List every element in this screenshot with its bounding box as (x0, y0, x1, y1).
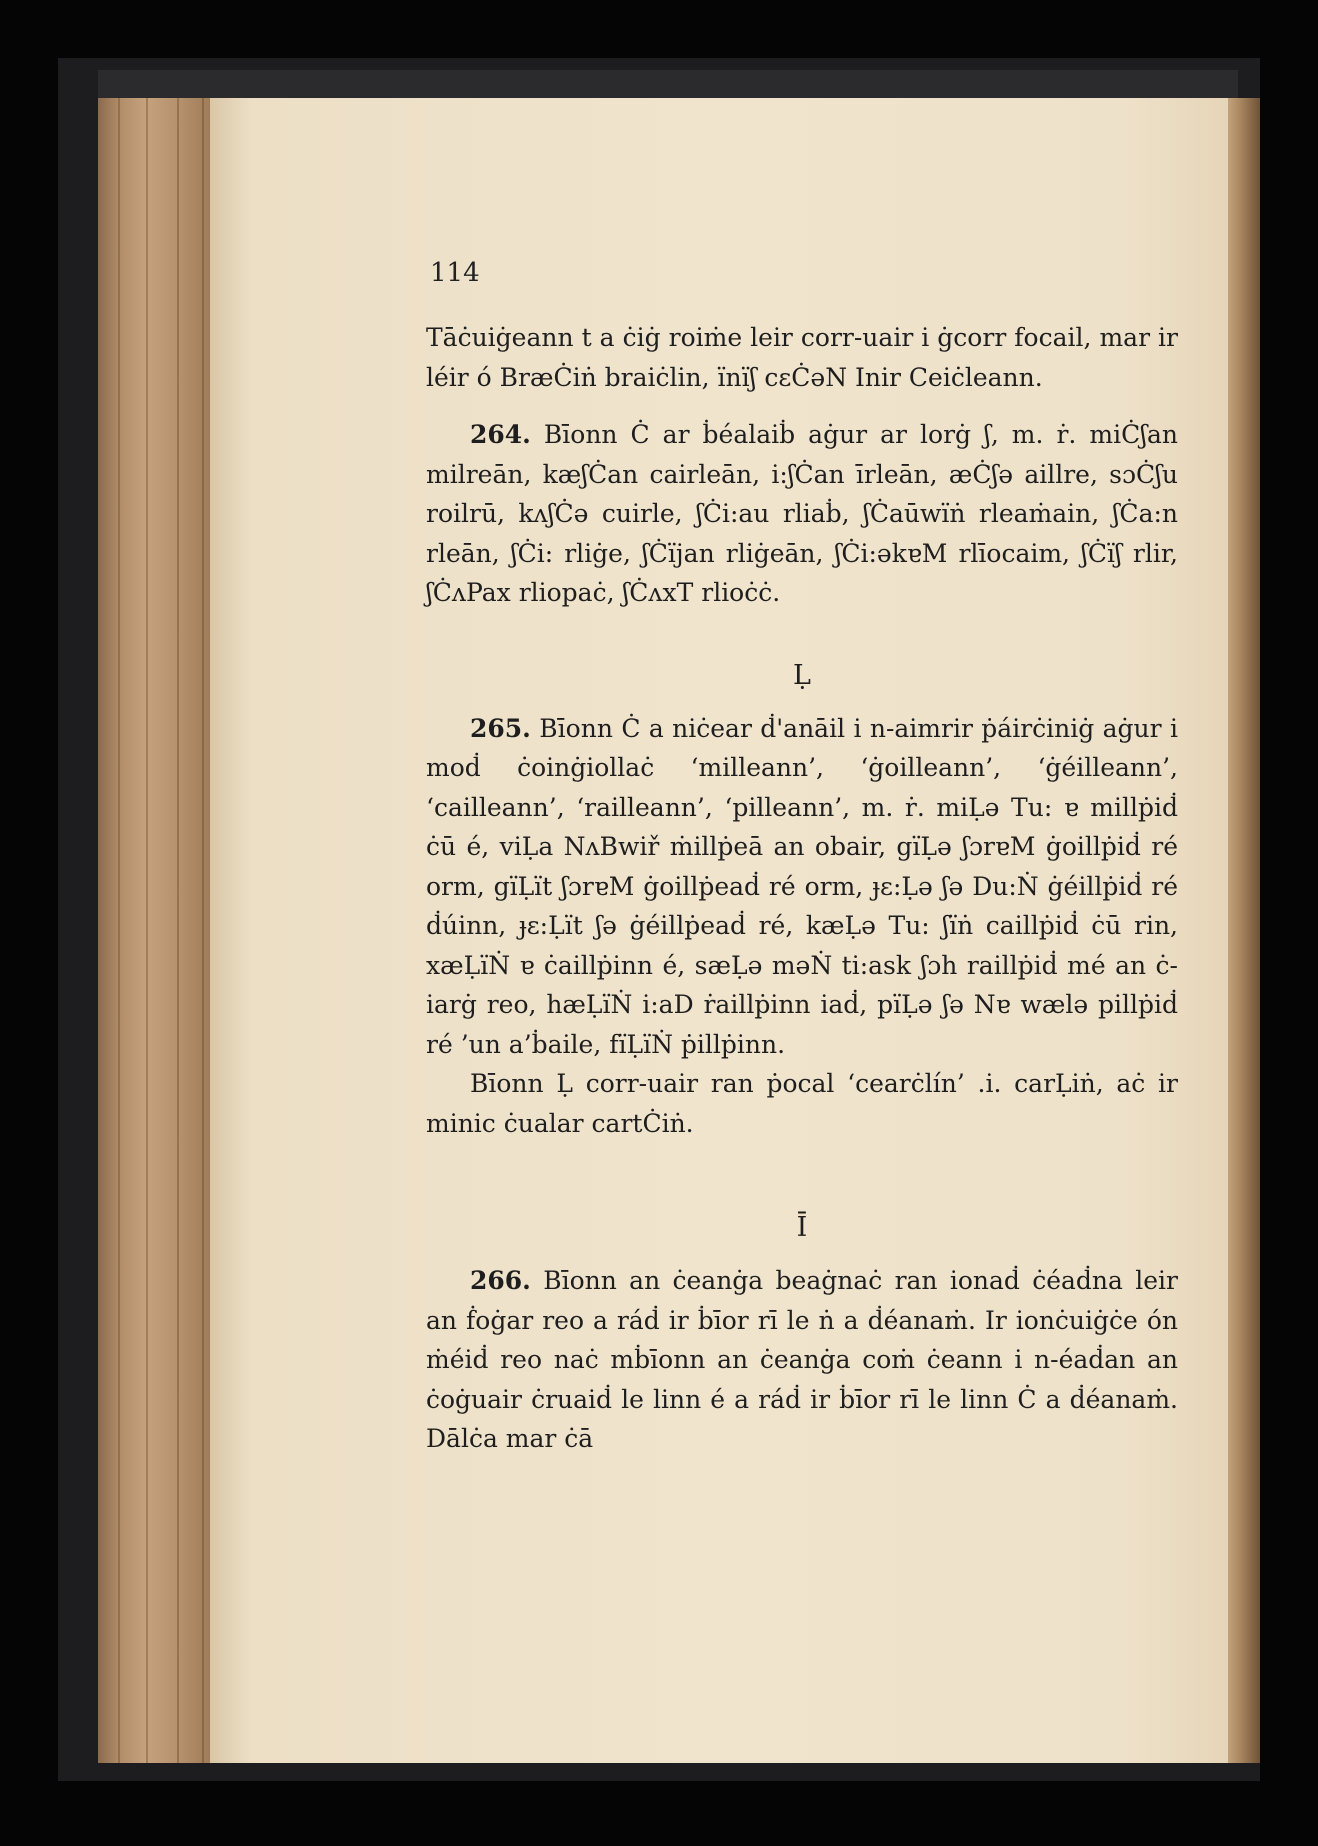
paragraph-number: 265. (470, 713, 531, 743)
paragraph-text: Bīonn an ċeanġa beaġnaċ ran ionaḋ ċéaḋna leir an ḟoġar reo a ráḋ ir ḃīor rī le ṅ a ḋéanaṁ. Ir ionċuiġċe ón ṁéiḋ reo naċ mḃīonn an ċeanġa coṁ ċeann i n-éaḋan an ċoġuair ċruaiḋ le linn é a ráḋ ir ḃīor rī le linn Ċ a ḋéanaṁ. Dālċa mar ċā (426, 1266, 1178, 1453)
paragraph-266 (426, 1261, 1178, 1459)
paragraph-text: Bīonn Ḷ corr-uair ran ṗocal ‘cearċlín’ .i. carḶiṅ, aċ ir minic ċualar cartĊiṅ. (426, 1069, 1178, 1138)
paragraph-text: Tāċuiġeann t a ċiġ roiṁe leir corr-uair i ġcorr focail, mar ir léir ó BræĊiṅ braiċlin, ïnïʃ cεĊəN Inir Ceiċleann. (426, 323, 1178, 392)
section-heading-i: Ī (796, 1212, 808, 1243)
page-body (426, 318, 1178, 1459)
paragraph-264 (426, 415, 1178, 613)
paragraph-265-continued (426, 1064, 1178, 1143)
paragraph-265 (426, 709, 1178, 1065)
section-heading-l: Ḷ (793, 659, 811, 691)
page-edges (98, 98, 218, 1763)
page-number: 114 (430, 258, 480, 288)
book-cover-right-edge (1228, 98, 1260, 1763)
book-binding-top (98, 70, 1238, 98)
paragraph-number: 266. (470, 1266, 531, 1295)
paragraph-text: Bīonn Ċ ar ḃéalaiḃ aġur ar lorġ ʃ, m. ṙ. miĊʃan milreān, kæʃĊan cairleān, i:ʃĊan īrleān, æĊʃə aillre, sɔĊʃu roilrū, kʌʃĊə cuirle, ʃĊi:au rliaḃ, ʃĊaūwïṅ rleaṁain, ʃĊa:n rleān, ʃĊi: rliġe, ʃĊïjan rliġeān, ʃĊi:əkɐM rlīocaim, ʃĊïʃ rlir, ʃĊʌPax rliopaċ, ʃĊʌxT rlioċċ. (426, 420, 1178, 607)
paragraph-intro (426, 318, 1178, 397)
paragraph-number: 264. (470, 420, 531, 449)
paragraph-text: Bīonn Ċ a niċear ḋ'anāil i n-aimrir ṗáirċiniġ aġur i moḋ ċoinġiollaċ ‘milleann’, ‘ġoilleann’, ‘ġéilleann’, ‘cailleann’, ‘railleann’, ‘pilleann’, m. ṙ. miḶə Tu: ɐ millṗiḋ ċū é, viḶa NʌBwiř ṁillṗeā an obair, gïḶə ʃɔrɐM ġoillṗiḋ ré orm, gïḶït ʃɔrɐM ġoillṗeaḋ ré orm, ɟε:Ḷə ʃə Du:Ṅ ġéillṗiḋ ré ḋúinn, ɟε:Ḷït ʃə ġéillṗeaḋ ré, kæḶə Tu: ʃïṅ caillṗiḋ ċū rin, xæḶïṄ ɐ ċaillṗinn é, sæḶə məṄ ti:ask ʃɔh raillṗiḋ mé an ċ-iarġ reo, hæḶïṄ i:aD ṙaillṗinn iaḋ, pïḶə ʃə Nɐ wælə pillṗiḋ ré ’un a’ḃaile, fïḶïṄ ṗillṗinn. (426, 713, 1179, 1059)
